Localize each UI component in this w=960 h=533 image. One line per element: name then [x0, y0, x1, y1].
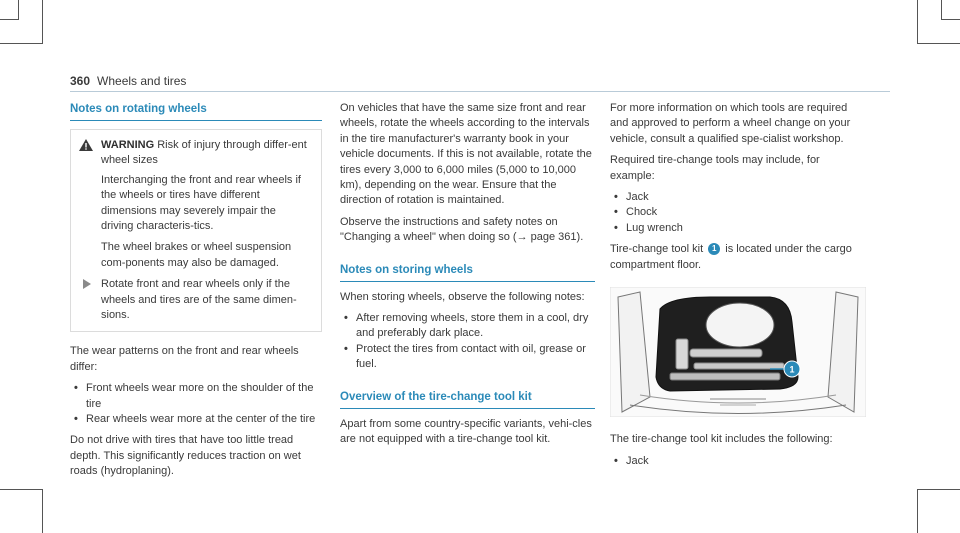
crop-mark — [917, 0, 918, 44]
list-item: • Lug wrench — [610, 221, 866, 236]
list-item: • Front wheels wear more on the shoulder of the tire — [70, 381, 322, 412]
list-item: • Jack — [610, 190, 866, 205]
list-item: • Rear wheels wear more at the center of the tire — [70, 412, 322, 427]
crop-mark — [0, 489, 43, 490]
tool-kit-figure — [610, 287, 866, 417]
instruction-arrow-icon — [83, 279, 91, 289]
paragraph: Apart from some country-specific variants, vehi-cles are not equipped with a tire-change tool kit. — [340, 417, 592, 446]
paragraph: The wear patterns on the front and rear wheels differ: — [70, 345, 299, 373]
crop-mark — [42, 489, 43, 533]
bullet-list — [340, 311, 595, 373]
page-number: 360 — [70, 74, 91, 88]
page-header — [70, 73, 186, 90]
crop-mark — [18, 0, 19, 20]
instruction-note — [79, 277, 311, 323]
crop-mark — [941, 0, 942, 20]
warning-heading — [79, 138, 311, 169]
warning-paragraph: Interchanging the front and rear wheels if the wheels or tires have different dimensions may severely impair the driving characteris-tics. — [101, 173, 301, 233]
paragraph: When storing wheels, observe the following notes: — [340, 290, 585, 303]
paragraph: For more information on which tools are required and approved to perform a wheel change on your vehicle, consult a qualified spe-cialist workshop. — [610, 102, 851, 145]
column-2 — [340, 101, 595, 453]
crop-mark — [917, 489, 960, 490]
warning-body — [79, 173, 311, 271]
list-item: • Jack — [610, 454, 866, 469]
column-1 — [70, 101, 322, 486]
crop-mark — [917, 489, 918, 533]
warning-text: Risk of injury through differ-ent wheel sizes — [101, 139, 307, 167]
section-heading: Overview of the tire-change tool kit — [340, 389, 595, 409]
warning-label: WARNING — [101, 139, 155, 152]
crop-mark — [917, 43, 960, 44]
section-heading: Notes on storing wheels — [340, 262, 595, 282]
kit-text: Tire-change tool kit — [610, 243, 704, 256]
crop-mark — [42, 0, 43, 44]
section-title: Wheels and tires — [97, 74, 187, 88]
bullet-list — [610, 190, 866, 236]
figure-callout-label: 1 — [789, 364, 795, 375]
paragraph: On vehicles that have the same size front and rear wheels, rotate the wheels according to the intervals in the tire manufacturer's warranty book in your vehicle documents. If this is not available, rotate the tires every 3,000 to 6,000 miles (5,000 to 10,000 km), depending on the wear. Ensure that the direction of rotation is maintained. — [340, 102, 592, 207]
list-item: • Protect the tires from contact with oil, grease or fuel. — [340, 342, 595, 373]
header-rule — [70, 91, 890, 92]
warning-paragraph: The wheel brakes or wheel suspension com-ponents may also be damaged. — [101, 241, 292, 269]
kit-text: is located under the cargo compartment floor. — [610, 243, 852, 271]
warning-box — [70, 129, 322, 332]
column-3 — [610, 101, 866, 475]
bullet-list — [610, 454, 866, 469]
crop-mark — [0, 43, 43, 44]
paragraph: The tire-change tool kit includes the following: — [610, 433, 833, 446]
instruction-text: Rotate front and rear wheels only if the wheels and tires are of the same dimen-sions. — [101, 278, 297, 321]
crop-mark — [941, 19, 960, 20]
bullet-list — [70, 381, 322, 427]
paragraph: Do not drive with tires that have too little tread depth. This significantly reduces traction on wet roads (hydroplaning). — [70, 434, 301, 478]
crop-mark — [0, 19, 19, 20]
paragraph: Required tire-change tools may include, for example: — [610, 154, 820, 182]
list-item: • Chock — [610, 205, 866, 220]
callout-badge: 1 — [708, 243, 720, 255]
section-heading: Notes on rotating wheels — [70, 101, 322, 121]
paragraph — [610, 242, 866, 273]
list-item: • After removing wheels, store them in a cool, dry and preferably dark place. — [340, 311, 595, 342]
paragraph: Observe the instructions and safety notes on "Changing a wheel" when doing so (→ page 361). — [340, 215, 584, 244]
warning-triangle-icon — [79, 139, 93, 151]
